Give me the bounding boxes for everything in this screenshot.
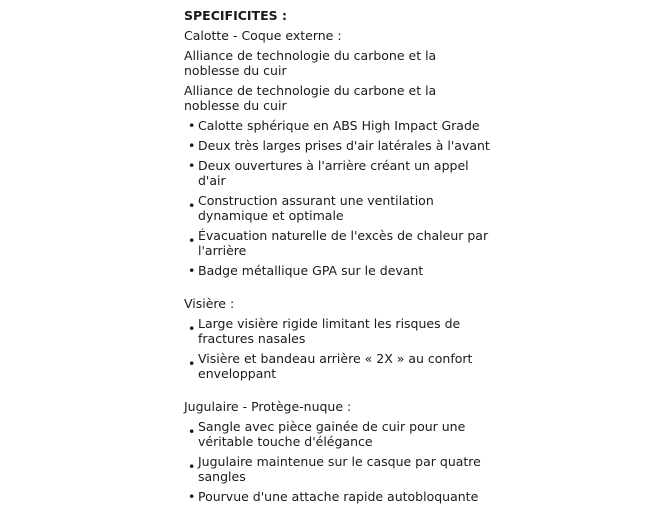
list-item	[184, 419, 494, 449]
section-spacer	[184, 386, 494, 399]
list-item	[184, 263, 494, 278]
specifications-heading: SPECIFICITES :	[184, 8, 287, 23]
list-item-text: Deux ouvertures à l'arrière créant un appel d'air	[198, 158, 469, 188]
list-item	[184, 118, 494, 133]
list-item	[184, 138, 494, 153]
section-spacer	[184, 283, 494, 296]
list-item-text: Deux très larges prises d'air latérales à l'avant	[198, 138, 490, 153]
bullet-icon: •	[188, 356, 196, 371]
bullet-icon: •	[188, 263, 196, 278]
bullet-icon: •	[188, 198, 196, 213]
specifications-document	[184, 8, 494, 509]
list-item-text: Calotte sphérique en ABS High Impact Grade	[198, 118, 480, 133]
jugulaire-feature-list	[184, 419, 494, 504]
list-item-text: Construction assurant une ventilation dynamique et optimale	[198, 193, 434, 223]
list-item-text: Large visière rigide limitant les risques de fractures nasales	[198, 316, 461, 346]
bullet-icon: •	[188, 459, 196, 474]
list-item-text: Sangle avec pièce gainée de cuir pour une véritable touche d'élégance	[198, 419, 466, 449]
list-item-text: Évacuation naturelle de l'excès de chaleur par l'arrière	[198, 228, 489, 258]
list-item-text: Jugulaire maintenue sur le casque par quatre sangles	[198, 454, 481, 484]
list-item	[184, 351, 494, 381]
list-item	[184, 228, 494, 258]
list-item	[184, 193, 494, 223]
list-item	[184, 316, 494, 346]
bullet-icon: •	[188, 158, 196, 173]
bullet-icon: •	[188, 424, 196, 439]
bullet-icon: •	[188, 118, 196, 133]
list-item-text: Badge métallique GPA sur le devant	[198, 263, 424, 278]
visiere-feature-list	[184, 316, 494, 381]
section-paragraph: Alliance de technologie du carbone et la noblesse du cuir	[184, 83, 437, 113]
list-item	[184, 158, 494, 188]
list-item-text: Visière et bandeau arrière « 2X » au confort enveloppant	[198, 351, 473, 381]
list-item-text: Pourvue d'une attache rapide autobloquante	[198, 489, 479, 504]
list-item	[184, 454, 494, 484]
section-title-jugulaire: Jugulaire - Protège-nuque :	[184, 399, 352, 414]
list-item	[184, 489, 494, 504]
section-title-calotte: Calotte - Coque externe :	[184, 28, 342, 43]
calotte-feature-list	[184, 118, 494, 278]
section-paragraph: Alliance de technologie du carbone et la noblesse du cuir	[184, 48, 437, 78]
section-title-visiere: Visière :	[184, 296, 235, 311]
bullet-icon: •	[188, 138, 196, 153]
bullet-icon: •	[188, 489, 196, 504]
bullet-icon: •	[188, 321, 196, 336]
bullet-icon: •	[188, 233, 196, 248]
